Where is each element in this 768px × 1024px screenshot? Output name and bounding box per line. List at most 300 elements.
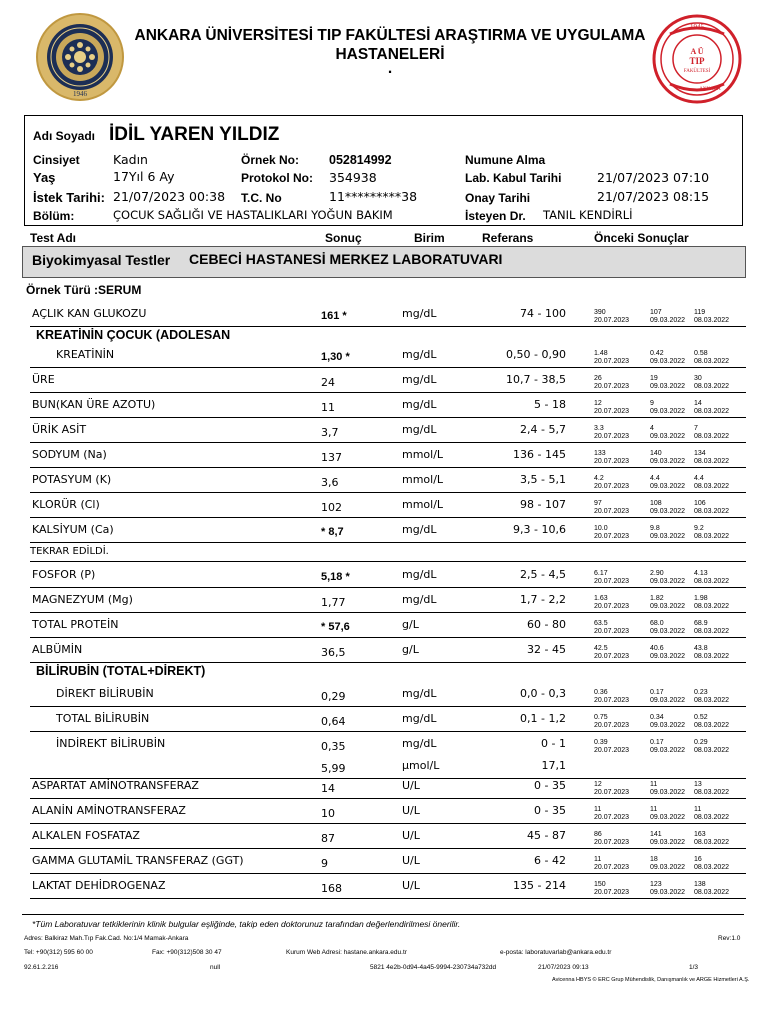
department-value: ÇOCUK SAĞLIĞI VE HASTALIKLARI YOĞUN BAKIM <box>113 208 393 222</box>
tc-label: T.C. No <box>241 191 282 205</box>
test-reference-alt: 17,1 <box>541 759 566 772</box>
previous-result <box>694 450 729 466</box>
previous-date: 20.07.2023 <box>594 408 630 415</box>
previous-date: 20.07.2023 <box>594 864 630 871</box>
previous-result <box>694 400 729 416</box>
row-divider <box>30 442 746 443</box>
previous-result <box>694 856 729 872</box>
request-date-value: 21/07/2023 00:38 <box>113 189 226 204</box>
sample-no-value: 052814992 <box>329 153 392 167</box>
previous-date: 09.03.2022 <box>650 747 686 754</box>
row-divider <box>30 467 746 468</box>
previous-date: 09.03.2022 <box>650 408 686 415</box>
footer-ip: 92.61.2.216 <box>24 964 59 971</box>
previous-value: 140 <box>650 450 662 457</box>
ankara-university-seal <box>30 12 130 102</box>
test-name: KALSİYUM (Ca) <box>32 523 114 536</box>
previous-date: 09.03.2022 <box>650 508 686 515</box>
svg-text:A Ü: A Ü <box>690 47 704 56</box>
row-divider <box>30 542 746 543</box>
previous-date: 09.03.2022 <box>650 814 686 821</box>
previous-result <box>650 645 685 661</box>
hospital-title-line3: . <box>387 60 393 77</box>
col-previous: Önceki Sonuçlar <box>594 231 689 245</box>
test-unit: g/L <box>402 618 419 631</box>
previous-result <box>694 806 729 822</box>
previous-date: 08.03.2022 <box>694 864 730 871</box>
test-name: GAMMA GLUTAMİL TRANSFERAZ (GGT) <box>32 854 244 867</box>
previous-date: 09.03.2022 <box>650 483 686 490</box>
previous-value: 9 <box>650 400 654 407</box>
previous-result <box>594 350 629 366</box>
previous-date: 20.07.2023 <box>594 697 630 704</box>
previous-value: 0.34 <box>650 714 664 721</box>
previous-date: 20.07.2023 <box>594 383 630 390</box>
col-reference: Referans <box>482 231 534 245</box>
previous-date: 08.03.2022 <box>694 578 730 585</box>
col-result: Sonuç <box>325 231 362 245</box>
previous-result <box>650 806 685 822</box>
previous-date: 20.07.2023 <box>594 722 630 729</box>
result-row <box>0 494 768 518</box>
tc-value: 11*********38 <box>329 189 418 204</box>
result-row <box>0 344 768 368</box>
previous-date: 09.03.2022 <box>650 533 686 540</box>
lab-accept-value: 21/07/2023 07:10 <box>597 170 710 185</box>
previous-value: 63.5 <box>594 620 608 627</box>
test-name: TOTAL PROTEİN <box>32 618 119 631</box>
row-divider <box>30 326 746 327</box>
previous-value: 133 <box>594 450 606 457</box>
svg-text:ANKARA: ANKARA <box>699 87 721 92</box>
test-name: BUN(KAN ÜRE AZOTU) <box>32 398 156 411</box>
previous-value: 11 <box>650 781 658 788</box>
previous-date: 08.03.2022 <box>694 508 730 515</box>
previous-result <box>694 739 729 755</box>
test-result: 0,29 <box>321 690 346 703</box>
previous-value: 16 <box>694 856 702 863</box>
previous-value: 0.58 <box>694 350 708 357</box>
previous-date: 09.03.2022 <box>650 653 686 660</box>
previous-date: 08.03.2022 <box>694 358 730 365</box>
test-result: 3,7 <box>321 426 339 439</box>
previous-value: 14 <box>694 400 702 407</box>
previous-result <box>650 525 685 541</box>
row-divider <box>30 367 746 368</box>
test-reference: 135 - 214 <box>513 879 566 892</box>
footer-guid: 5821 4e2b-0d94-4a45-9994-230734a732dd <box>370 964 497 971</box>
test-name: ÜRE <box>32 373 55 386</box>
previous-date: 20.07.2023 <box>594 317 630 324</box>
age-label: Yaş <box>33 170 56 185</box>
test-reference: 10,7 - 38,5 <box>506 373 566 386</box>
previous-value: 0.52 <box>694 714 708 721</box>
previous-date: 20.07.2023 <box>594 628 630 635</box>
result-row <box>0 394 768 418</box>
previous-result <box>594 400 629 416</box>
test-unit: mmol/L <box>402 498 444 511</box>
result-row <box>0 614 768 638</box>
previous-result <box>594 781 629 797</box>
previous-date: 08.03.2022 <box>694 383 730 390</box>
previous-date: 20.07.2023 <box>594 533 630 540</box>
previous-value: 26 <box>594 375 602 382</box>
sample-collect-label: Numune Alma <box>465 153 546 167</box>
previous-result <box>694 375 729 391</box>
test-reference: 0,1 - 1,2 <box>520 712 566 725</box>
test-unit: mg/dL <box>402 398 437 411</box>
previous-result <box>694 881 729 897</box>
previous-value: 42.5 <box>594 645 608 652</box>
previous-result <box>594 475 629 491</box>
lab-accept-label: Lab. Kabul Tarihi <box>465 171 562 185</box>
test-reference: 9,3 - 10,6 <box>513 523 566 536</box>
test-unit: mg/dL <box>402 348 437 361</box>
previous-value: 0.75 <box>594 714 608 721</box>
test-reference: 6 - 42 <box>534 854 566 867</box>
previous-result <box>694 500 729 516</box>
previous-date: 08.03.2022 <box>694 317 730 324</box>
previous-value: 3.3 <box>594 425 604 432</box>
previous-date: 08.03.2022 <box>694 889 730 896</box>
test-result: 168 <box>321 882 342 895</box>
previous-result <box>594 375 629 391</box>
result-row <box>0 444 768 468</box>
previous-result <box>650 475 685 491</box>
test-unit: U/L <box>402 854 420 867</box>
previous-date: 08.03.2022 <box>694 433 730 440</box>
previous-date: 08.03.2022 <box>694 814 730 821</box>
previous-value: 30 <box>694 375 702 382</box>
test-unit-alt: µmol/L <box>402 759 440 772</box>
test-result: 14 <box>321 782 335 795</box>
previous-value: 138 <box>694 881 706 888</box>
previous-value: 11 <box>694 806 702 813</box>
previous-date: 09.03.2022 <box>650 839 686 846</box>
previous-date: 20.07.2023 <box>594 839 630 846</box>
approve-label: Onay Tarihi <box>465 191 531 205</box>
previous-result <box>694 831 729 847</box>
previous-date: 20.07.2023 <box>594 603 630 610</box>
test-name: MAGNEZYUM (Mg) <box>32 593 133 606</box>
test-unit: mmol/L <box>402 448 444 461</box>
previous-result <box>594 806 629 822</box>
previous-value: 86 <box>594 831 602 838</box>
test-reference: 0 - 35 <box>534 804 566 817</box>
previous-result <box>694 781 729 797</box>
row-divider <box>30 587 746 588</box>
previous-date: 09.03.2022 <box>650 383 686 390</box>
previous-result <box>594 881 629 897</box>
row-divider <box>30 492 746 493</box>
previous-value: 11 <box>594 856 602 863</box>
test-unit: mg/dL <box>402 737 437 750</box>
previous-result <box>594 739 629 755</box>
previous-result <box>650 350 685 366</box>
test-unit: mg/dL <box>402 568 437 581</box>
test-unit: mg/dL <box>402 423 437 436</box>
previous-value: 11 <box>650 806 658 813</box>
previous-date: 09.03.2022 <box>650 358 686 365</box>
previous-value: 4.4 <box>694 475 704 482</box>
previous-value: 2.90 <box>650 570 664 577</box>
previous-result <box>594 525 629 541</box>
test-name: ALBÜMİN <box>32 643 83 656</box>
test-unit: mg/dL <box>402 687 437 700</box>
result-row <box>0 589 768 613</box>
result-row <box>0 303 768 327</box>
row-divider <box>30 798 746 799</box>
test-name: POTASYUM (K) <box>32 473 112 486</box>
previous-value: 150 <box>594 881 606 888</box>
previous-value: 19 <box>650 375 658 382</box>
row-divider <box>30 873 746 874</box>
protocol-label: Protokol No: <box>241 171 313 185</box>
previous-result <box>694 570 729 586</box>
footer-divider <box>22 914 744 915</box>
previous-value: 0.17 <box>650 739 664 746</box>
test-reference: 0 - 1 <box>541 737 566 750</box>
previous-result <box>650 500 685 516</box>
test-reference: 136 - 145 <box>513 448 566 461</box>
previous-result <box>650 831 685 847</box>
gender-label: Cinsiyet <box>33 153 80 167</box>
test-result: 11 <box>321 401 335 414</box>
test-name: ASPARTAT AMİNOTRANSFERAZ <box>32 779 199 792</box>
result-row <box>0 708 768 732</box>
previous-date: 09.03.2022 <box>650 889 686 896</box>
test-unit: g/L <box>402 643 419 656</box>
previous-value: 18 <box>650 856 658 863</box>
footer-address: Adres: Balkiraz Mah.Tıp Fak.Cad. No:1/4 Mamak-Ankara <box>24 935 189 942</box>
row-divider <box>30 706 746 707</box>
previous-value: 1.82 <box>650 595 664 602</box>
previous-result <box>694 525 729 541</box>
svg-text:TIP: TIP <box>689 56 705 66</box>
name-label: Adı Soyadı <box>33 129 96 143</box>
footer-rev: Rev:1.0 <box>718 935 741 942</box>
previous-result <box>694 645 729 661</box>
department-label: Bölüm: <box>33 209 75 223</box>
test-note: TEKRAR EDİLDİ. <box>30 546 109 557</box>
test-unit: U/L <box>402 829 420 842</box>
col-unit: Birim <box>414 231 445 245</box>
test-reference: 74 - 100 <box>520 307 566 320</box>
test-result: 36,5 <box>321 646 346 659</box>
previous-value: 1.48 <box>594 350 608 357</box>
result-row <box>0 369 768 393</box>
result-row <box>0 825 768 849</box>
footer-fax: Fax: +90(312)508 30 47 <box>152 949 222 956</box>
row-divider <box>30 612 746 613</box>
previous-value: 119 <box>694 309 706 316</box>
requester-value: TANIL KENDİRLİ <box>543 208 633 222</box>
previous-date: 09.03.2022 <box>650 578 686 585</box>
previous-result <box>650 781 685 797</box>
test-result: 161 * <box>321 310 347 322</box>
previous-result <box>694 475 729 491</box>
hospital-title-line1: ANKARA ÜNİVERSİTESİ TIP FAKÜLTESİ ARAŞTIRMA VE UYGULAMA <box>134 27 646 44</box>
row-divider <box>30 898 746 899</box>
test-result-alt: 5,99 <box>321 762 346 775</box>
previous-date: 09.03.2022 <box>650 722 686 729</box>
test-group-title: KREATİNİN ÇOCUK (ADOLESAN <box>36 328 231 342</box>
test-name: ÜRİK ASİT <box>32 423 87 436</box>
previous-result <box>650 689 685 705</box>
previous-result <box>694 689 729 705</box>
previous-value: 4.4 <box>650 475 660 482</box>
previous-date: 08.03.2022 <box>694 789 730 796</box>
result-row <box>0 875 768 899</box>
previous-value: 43.8 <box>694 645 708 652</box>
previous-value: 1.63 <box>594 595 608 602</box>
previous-result <box>594 620 629 636</box>
footer-tel: Tel: +90(312) 595 60 00 <box>24 949 93 956</box>
previous-value: 0.39 <box>594 739 608 746</box>
test-reference: 2,4 - 5,7 <box>520 423 566 436</box>
footer-page: 1/3 <box>689 964 699 971</box>
test-result: 1,77 <box>321 596 346 609</box>
previous-value: 7 <box>694 425 698 432</box>
previous-value: 10.0 <box>594 525 608 532</box>
test-unit: mg/dL <box>402 373 437 386</box>
result-row <box>0 775 768 799</box>
previous-result <box>650 425 685 441</box>
test-unit: U/L <box>402 779 420 792</box>
requester-label: İsteyen Dr. <box>465 209 526 223</box>
previous-value: 0.29 <box>694 739 708 746</box>
previous-value: 4.2 <box>594 475 604 482</box>
result-row <box>0 850 768 874</box>
medical-faculty-seal <box>650 14 744 104</box>
test-unit: mg/dL <box>402 307 437 320</box>
previous-result <box>694 309 729 325</box>
result-row <box>0 564 768 588</box>
previous-value: 0.17 <box>650 689 664 696</box>
result-row <box>0 419 768 443</box>
test-unit: mg/dL <box>402 523 437 536</box>
previous-date: 08.03.2022 <box>694 603 730 610</box>
previous-result <box>694 714 729 730</box>
row-divider <box>30 417 746 418</box>
test-result: 5,18 * <box>321 571 350 583</box>
test-unit: U/L <box>402 879 420 892</box>
hospital-title-line2: HASTANELERİ <box>335 46 445 63</box>
previous-result <box>650 450 685 466</box>
row-divider <box>30 637 746 638</box>
test-unit: U/L <box>402 804 420 817</box>
test-name: KREATİNİN <box>56 348 115 361</box>
previous-date: 20.07.2023 <box>594 814 630 821</box>
row-divider <box>30 823 746 824</box>
gender-value: Kadın <box>113 152 148 167</box>
previous-date: 08.03.2022 <box>694 408 730 415</box>
test-reference: 0,50 - 0,90 <box>506 348 566 361</box>
patient-info-box <box>24 115 743 226</box>
previous-result <box>594 714 629 730</box>
previous-result <box>694 350 729 366</box>
age-value: 17Yıl 6 Ay <box>113 169 175 184</box>
previous-value: 12 <box>594 781 602 788</box>
test-name: LAKTAT DEHİDROGENAZ <box>32 879 166 892</box>
footer-web: Kurum Web Adresi: hastane.ankara.edu.tr <box>286 949 407 956</box>
footer-null: null <box>210 964 221 971</box>
result-row <box>0 733 768 757</box>
footer-note: *Tüm Laboratuvar tetkiklerinin klinik bulgular eşliğinde, takip eden doktorunuz tarafından değerlendirilmesi önerilir. <box>32 919 461 929</box>
result-row <box>0 683 768 707</box>
svg-text:1946: 1946 <box>73 90 87 98</box>
previous-date: 20.07.2023 <box>594 358 630 365</box>
previous-result <box>650 739 685 755</box>
previous-value: 9.8 <box>650 525 660 532</box>
previous-result <box>594 689 629 705</box>
test-result: 102 <box>321 501 342 514</box>
previous-result <box>594 309 629 325</box>
previous-date: 08.03.2022 <box>694 458 730 465</box>
previous-value: 0.23 <box>694 689 708 696</box>
test-name: ALKALEN FOSFATAZ <box>32 829 140 842</box>
previous-value: 68.9 <box>694 620 708 627</box>
test-group-title: BİLİRUBİN (TOTAL+DİREKT) <box>36 664 206 678</box>
test-name: DİREKT BİLİRUBİN <box>56 687 154 700</box>
test-name: FOSFOR (P) <box>32 568 96 581</box>
previous-result <box>650 400 685 416</box>
row-divider <box>30 848 746 849</box>
footer-print-date: 21/07/2023 09:13 <box>538 964 589 971</box>
row-divider <box>30 517 746 518</box>
test-result: 0,35 <box>321 740 346 753</box>
test-reference: 5 - 18 <box>534 398 566 411</box>
previous-date: 08.03.2022 <box>694 839 730 846</box>
previous-result <box>594 450 629 466</box>
protocol-value: 354938 <box>329 170 377 185</box>
previous-result <box>594 831 629 847</box>
previous-value: 108 <box>650 500 662 507</box>
previous-result <box>650 714 685 730</box>
previous-result <box>650 881 685 897</box>
previous-date: 20.07.2023 <box>594 458 630 465</box>
test-name: SODYUM (Na) <box>32 448 107 461</box>
previous-result <box>594 570 629 586</box>
svg-text:1945: 1945 <box>690 23 704 31</box>
result-row <box>0 639 768 663</box>
previous-date: 20.07.2023 <box>594 508 630 515</box>
row-divider <box>30 392 746 393</box>
previous-date: 20.07.2023 <box>594 483 630 490</box>
test-name: KLORÜR (Cl) <box>32 498 100 511</box>
request-date-label: İstek Tarihi: <box>33 190 106 205</box>
previous-value: 6.17 <box>594 570 608 577</box>
previous-result <box>594 856 629 872</box>
previous-result <box>650 309 685 325</box>
previous-value: 9.2 <box>694 525 704 532</box>
test-name: TOTAL BİLİRUBİN <box>56 712 150 725</box>
previous-value: 390 <box>594 309 606 316</box>
approve-value: 21/07/2023 08:15 <box>597 189 710 204</box>
footer-credit: Avicenna HBYS © ERC Grup Mühendislik, Danışmanlık ve ARGE Hizmetleri A.Ş. <box>552 977 750 983</box>
previous-value: 106 <box>694 500 706 507</box>
test-unit: mmol/L <box>402 473 444 486</box>
test-result: 3,6 <box>321 476 339 489</box>
previous-value: 97 <box>594 500 602 507</box>
test-name: ALANİN AMİNOTRANSFERAZ <box>32 804 186 817</box>
previous-date: 09.03.2022 <box>650 864 686 871</box>
test-result: 1,30 * <box>321 351 350 363</box>
test-result: 137 <box>321 451 342 464</box>
previous-value: 0.36 <box>594 689 608 696</box>
sample-type: Örnek Türü :SERUM <box>26 283 142 297</box>
previous-date: 09.03.2022 <box>650 433 686 440</box>
